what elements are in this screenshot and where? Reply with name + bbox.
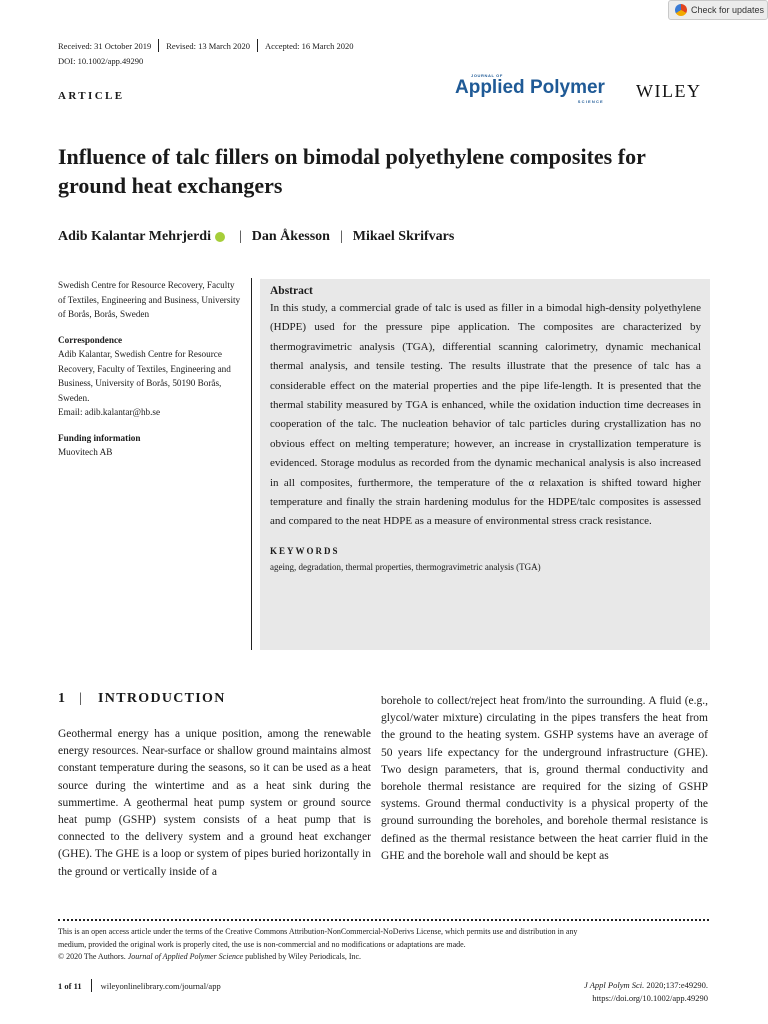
keywords-list: ageing, degradation, thermal properties, thermogravimetric analysis (TGA) — [270, 561, 541, 572]
correspondence-email[interactable]: Email: adib.kalantar@hb.se — [58, 407, 161, 417]
correspondence-text: Adib Kalantar, Swedish Centre for Resource Recovery, Faculty of Textiles, Engineering and Business, University of Borås, 50190 Borås, Sweden. — [58, 349, 231, 403]
funding-heading: Funding information — [58, 432, 141, 443]
keywords-heading: KEYWORDS — [270, 545, 340, 556]
orcid-icon[interactable] — [215, 232, 225, 242]
author-separator: | — [339, 229, 343, 244]
check-for-updates-label: Check for updates — [691, 5, 765, 15]
copyright-prefix: © 2020 The Authors. — [58, 952, 128, 961]
sidebar-divider — [251, 278, 252, 650]
license-notice — [58, 926, 709, 964]
page-number: 1 of 11 — [58, 980, 82, 991]
article-type: ARTICLE — [58, 90, 125, 102]
section-number: 1 — [58, 691, 67, 706]
section-title: INTRODUCTION — [98, 691, 226, 706]
doi-link[interactable]: https://doi.org/10.1002/app.49290 — [592, 992, 708, 1003]
citation — [584, 979, 708, 992]
date-divider — [257, 39, 258, 52]
citation-journal: J Appl Polym Sci. — [583, 980, 645, 990]
section-heading — [58, 691, 226, 707]
funding-text: Muovitech AB — [58, 447, 113, 457]
author-list — [58, 229, 454, 245]
license-line: medium, provided the original work is properly cited, the use is non-commercial and no modifications or adaptations are made. — [58, 939, 466, 949]
section-separator: | — [79, 691, 84, 706]
journal-logo-science-word: SCIENCE — [577, 99, 604, 104]
paper-title: Influence of talc fillers on bimodal polyethylene composites for ground heat exchangers — [58, 144, 646, 198]
publisher-logo: WILEY — [636, 81, 702, 101]
copyright-suffix: published by Wiley Periodicals, Inc. — [243, 952, 362, 961]
license-line: This is an open access article under the terms of the Creative Commons Attribution-NonCommercial-NoDerivs License, which permits use and distribution in any — [58, 927, 578, 936]
journal-logo — [455, 73, 605, 104]
abstract-box — [260, 279, 710, 650]
crossmark-icon — [675, 4, 687, 16]
revised-date: Revised: 13 March 2020 — [166, 40, 251, 51]
check-for-updates-button[interactable] — [668, 0, 768, 20]
author-name[interactable]: Dan Åkesson — [251, 229, 330, 244]
journal-logo-main: Applied Polymer — [455, 77, 605, 98]
article-dates — [58, 39, 354, 52]
page-footer-left — [58, 979, 221, 992]
abstract-heading: Abstract — [270, 285, 313, 297]
journal-url[interactable]: wileyonlinelibrary.com/journal/app — [100, 980, 221, 991]
body-column-left: Geothermal energy has a unique position, among the renewable energy resources. Near-surface or shallow ground maintains almost constant temperature during the seasons, so it can be used as a heat source during the wintertime and as a heat sink during the summertime. A geothermal heat pump system or ground source heat pump (GSHP) system consists of a heat pump that is connected to the delivery system and a ground heat exchanger (GHE). The GHE is a loop or system of pipes buried horizontally in the ground or vertically inside of a — [58, 728, 371, 878]
author-separator: | — [238, 229, 242, 244]
affiliation: Swedish Centre for Resource Recovery, Faculty of Textiles, Engineering and Business, University of Borås, Borås, Sweden — [58, 280, 241, 319]
author-info-sidebar — [58, 278, 243, 460]
copyright-journal: Journal of Applied Polymer Science — [127, 952, 244, 961]
footnote-divider — [58, 919, 709, 921]
citation-details: 2020;137:e49290. — [644, 980, 708, 990]
correspondence-heading: Correspondence — [58, 334, 123, 345]
author-name[interactable]: Mikael Skrifvars — [352, 229, 455, 244]
copyright-line — [58, 951, 709, 964]
doi: DOI: 10.1002/app.49290 — [58, 56, 144, 66]
accepted-date: Accepted: 16 March 2020 — [265, 40, 354, 51]
journal-logo-journal-word: JOURNAL OF — [471, 73, 503, 78]
received-date: Received: 31 October 2019 — [58, 40, 152, 51]
body-column-right: borehole to collect/reject heat from/into the surrounding. A fluid (e.g., glycol/water mixture) circulating in the pipes transfers the heat from the ground to the heating system. GSHP systems have an average of 50 years life expectancy for the underground infrastructure (GHE). Two design parameters, that is, ground thermal conductivity and borehole thermal resistance are required for the sizing of GSHP systems. Ground thermal conductivity is a physical property of the ground surrounding the boreholes, and borehole thermal resistance is defined as the thermal resistance between the heat carrier fluid in the GHE and the borehole wall and should be kept as — [381, 695, 708, 862]
author-name[interactable]: Adib Kalantar Mehrjerdi — [58, 229, 211, 244]
date-divider — [158, 39, 159, 52]
footer-divider — [91, 979, 92, 992]
abstract-text: In this study, a commercial grade of talc is used as filler in a bimodal high-density polyethylene (HDPE) used for the pressure pipe application. The composites are characterized by thermogravimetric analysis (TGA), differential scanning calorimetry, dynamic mechanical thermal analysis, and tensile testing. The results illustrate that the presence of talc has a considerable effect on the material properties and the pipe life-length. It is presented that the thermal stability measured by TGA is enhanced, while the oxidation induction time decreases in cooperation of the talc. The nucleation behavior of talc particles during crystallization has no obvious effect on melting temperature; however, an increase in crystallization temperature is evidenced. Storage modulus as recorded from the dynamic mechanical analysis is also increased in all composites, furthermore, the temperature of the α relaxation is shifted toward higher temperature and finally the strain hardening modulus for the HDPE/talc composites is assessed and compared to the neat HDPE as a measure of environmental stress crack resistance. — [270, 302, 701, 528]
page-footer-right — [584, 979, 708, 1004]
